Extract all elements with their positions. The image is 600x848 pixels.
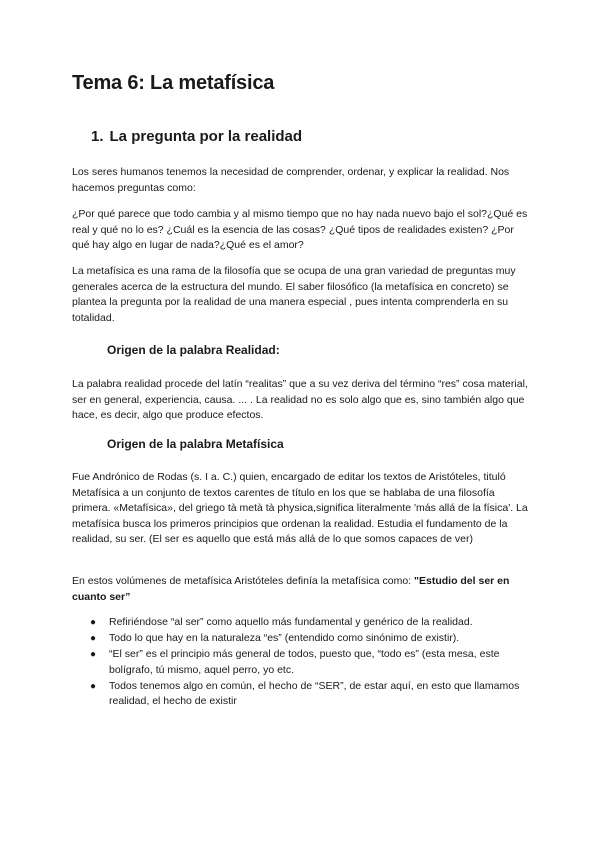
- list-item: [72, 679, 528, 710]
- section-heading-text: La pregunta por la realidad: [109, 128, 303, 145]
- section-number: 1.: [91, 128, 104, 145]
- bullet-icon: ●: [90, 617, 97, 628]
- list-item-text: Todos tenemos algo en común, el hecho de “SER”, de estar aquí, en esto que llamamos realidad, el hecho de existir: [109, 679, 520, 707]
- list-item: [72, 615, 528, 631]
- bullet-icon: ●: [90, 680, 97, 692]
- list-item-text: Todo lo que hay en la naturaleza “es” (entendido como sinónimo de existir).: [109, 632, 460, 644]
- definition-intro: En estos volúmenes de metafísica Aristóteles definía la metafísica como:: [72, 575, 414, 587]
- subheading-origen-realidad: Origen de la palabra Realidad:: [107, 343, 280, 357]
- bullet-icon: ●: [90, 649, 97, 660]
- list-item: [72, 631, 528, 647]
- bullet-icon: ●: [90, 633, 97, 644]
- questions-paragraph: ¿Por qué parece que todo cambia y al mismo tiempo que no hay nada nuevo bajo el sol?¿Qué es real y qué no lo es? ¿Cuál es la esencia de las cosas? ¿Qué tipos de realidades existen? ¿Por qué hay algo en lugar de nada?¿Qué es el amor?: [72, 208, 528, 251]
- realidad-paragraph: La palabra realidad procede del latín “realitas” que a su vez deriva del término “res” cosa material, ser en general, experiencia, causa. ... . La realidad no es solo algo que es, sino también algo que hace, es decir, algo que produce efectos.: [72, 378, 528, 421]
- subheading-origen-metafisica: Origen de la palabra Metafísica: [107, 437, 284, 451]
- intro-paragraph: Los seres humanos tenemos la necesidad de comprender, ordenar, y explicar la realidad. Nos hacemos preguntas como:: [72, 166, 510, 194]
- list-item-text: “El ser” es el principio más general de todos, puesto que, “todo es” (esta mesa, este bolígrafo, tú mismo, aquel perro, yo etc.: [109, 648, 500, 676]
- metafisica-origin-paragraph: Fue Andrónico de Rodas (s. I a. C.) quien, encargado de editar los textos de Aristóteles, tituló Metafísica a un conjunto de textos carentes de título en los que se hablaba de una filosofía primera. «Metafísica», del griego tà metà tà physica,significa literalmente 'más allá de la física'. La metafísica busca los primeros principios que ordenan la realidad. Estudia el fundamento de la realidad, su ser. (El ser es aquello que está más allá de lo que somos capaces de ver): [72, 471, 528, 545]
- list-item: [72, 647, 528, 678]
- page-title: Tema 6: La metafísica: [72, 72, 275, 94]
- metaphysics-definition-paragraph: La metafísica es una rama de la filosofía que se ocupa de una gran variedad de preguntas muy generales acerca de la estructura del mundo. El saber filosófico (la metafísica en concreto) se plantea la pregunta por la realidad de una manera especial , pues intenta comprenderla en su totalidad.: [72, 265, 516, 324]
- aristoteles-definition-paragraph: [72, 574, 528, 605]
- definition-quote: "Estudio del ser en cuanto ser”: [72, 575, 510, 603]
- list-item-text: Refiriéndose “al ser” como aquello más fundamental y genérico de la realidad.: [109, 616, 473, 628]
- section-heading: [91, 128, 302, 145]
- bullet-list: [72, 615, 528, 710]
